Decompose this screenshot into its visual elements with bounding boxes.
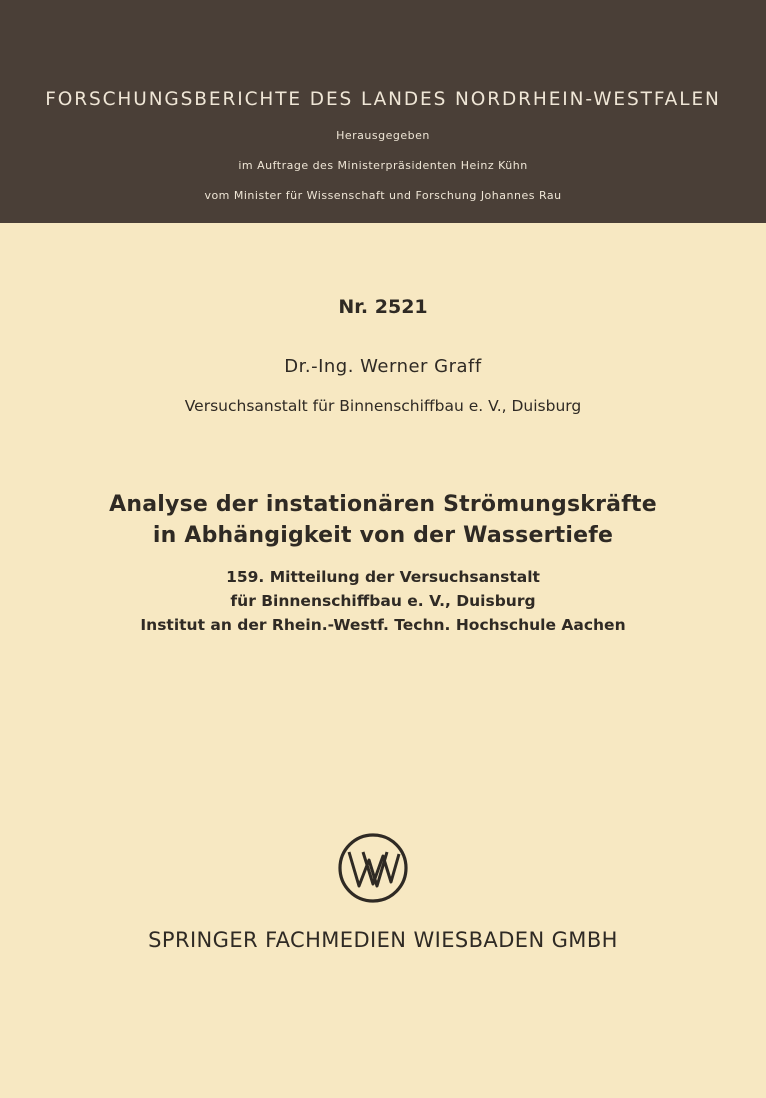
minister-line: vom Minister für Wissenschaft und Forschung Johannes Rau: [204, 189, 562, 202]
author-affiliation: Versuchsanstalt für Binnenschiffbau e. V., Duisburg: [184, 397, 582, 415]
editor-line: Herausgegeben: [336, 129, 430, 142]
note-line-2: für Binnenschiffbau e. V., Duisburg: [230, 592, 536, 610]
author-name: Dr.-Ing. Werner Graff: [284, 356, 482, 377]
westdeutscher-verlag-w-logo-icon: [337, 832, 409, 904]
commission-line: im Auftrage des Ministerpräsidenten Heinz Kühn: [238, 159, 528, 172]
note-line-1: 159. Mitteilung der Versuchsanstalt: [226, 568, 540, 586]
report-number: Nr. 2521: [338, 296, 428, 318]
title-line-2: in Abhängigkeit von der Wassertiefe: [152, 523, 614, 548]
title-line-1: Analyse der instationären Strömungskräfte: [109, 492, 657, 517]
series-title: FORSCHUNGSBERICHTE DES LANDES NORDRHEIN-WESTFALEN: [45, 89, 721, 110]
publisher-name: SPRINGER FACHMEDIEN WIESBADEN GMBH: [148, 928, 618, 952]
note-line-3: Institut an der Rhein.-Westf. Techn. Hochschule Aachen: [140, 616, 626, 634]
cover-header: [0, 0, 766, 223]
